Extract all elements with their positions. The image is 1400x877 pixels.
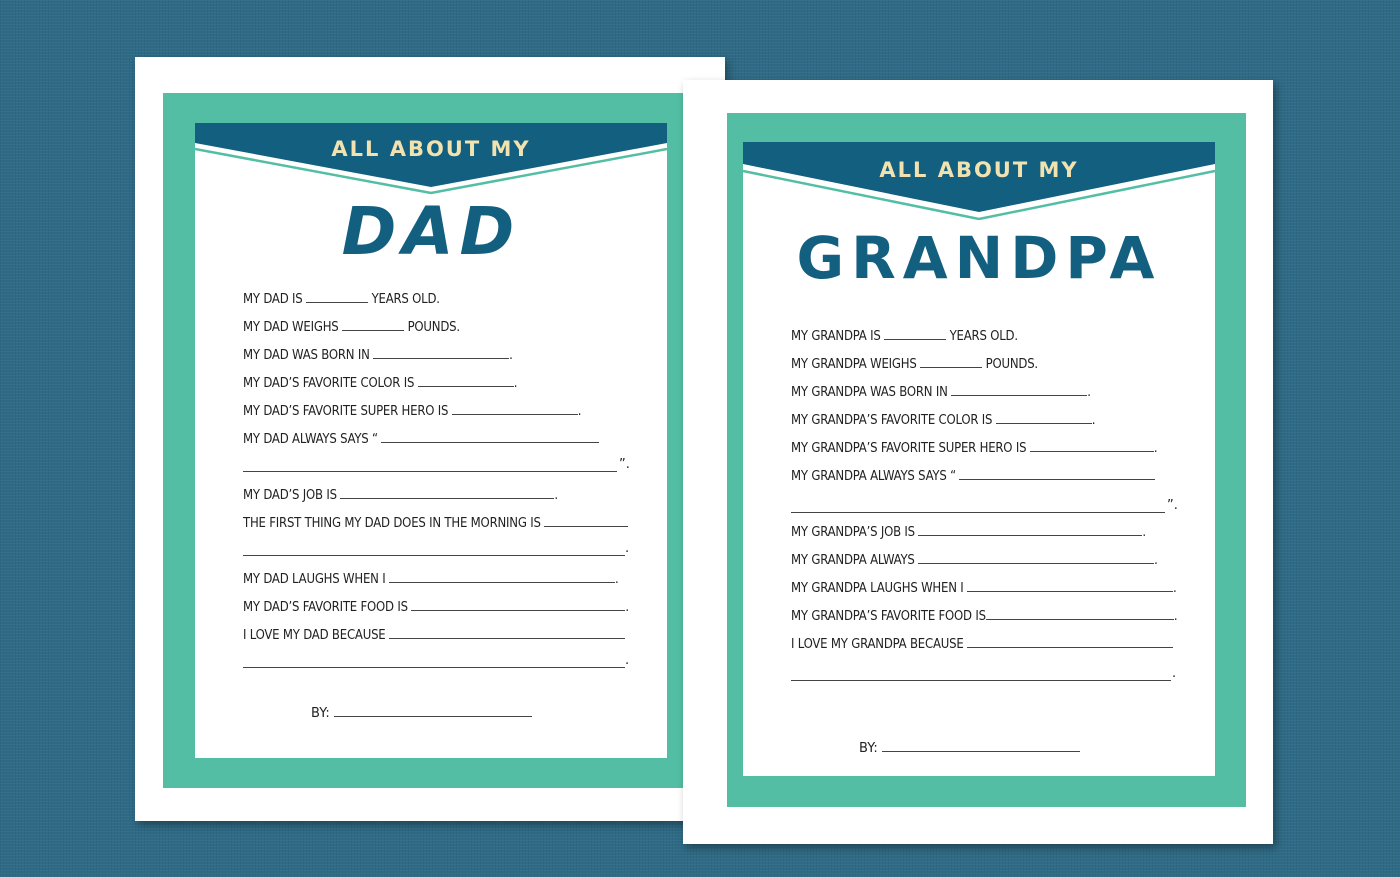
period: . <box>625 541 630 556</box>
grandpa-says-line <box>791 468 1155 484</box>
dad-by-blank[interactable] <box>334 705 532 717</box>
grandpa-love-label: I LOVE MY GRANDPA BECAUSE <box>791 637 964 652</box>
dad-food-label: MY DAD’S FAVORITE FOOD IS <box>243 600 408 615</box>
dad-weight-line <box>243 319 460 335</box>
dad-morning-blank-2[interactable] <box>243 554 625 556</box>
dad-age-line <box>243 291 440 307</box>
period: . <box>1173 581 1177 596</box>
dad-hero-blank[interactable] <box>452 403 578 415</box>
grandpa-hero-blank[interactable] <box>1030 440 1154 452</box>
grandpa-weight-suffix: POUNDS. <box>985 357 1038 372</box>
period: . <box>509 348 513 363</box>
dad-born-line <box>243 347 513 363</box>
grandpa-always-label: MY GRANDPA ALWAYS <box>791 553 915 568</box>
period: . <box>1142 525 1146 540</box>
dad-weight-blank[interactable] <box>342 319 404 331</box>
dad-by-row <box>311 705 532 721</box>
dad-by-label: BY: <box>311 706 330 721</box>
grandpa-hero-line <box>791 440 1157 456</box>
dad-food-line <box>243 599 629 615</box>
grandpa-age-label: MY GRANDPA IS <box>791 329 881 344</box>
period: . <box>1173 609 1178 624</box>
grandpa-says-blank-2[interactable] <box>791 511 1165 513</box>
grandpa-by-row <box>859 740 1080 756</box>
grandpa-color-label: MY GRANDPA’S FAVORITE COLOR IS <box>791 413 993 428</box>
grandpa-food-label: MY GRANDPA’S FAVORITE FOOD IS <box>791 609 986 624</box>
grandpa-always-line <box>791 552 1158 568</box>
grandpa-laughs-blank[interactable] <box>967 580 1173 592</box>
grandpa-love-blank[interactable] <box>967 636 1173 648</box>
dad-morning-line <box>243 515 628 531</box>
grandpa-love-line <box>791 636 1173 652</box>
grandpa-hero-label: MY GRANDPA’S FAVORITE SUPER HERO IS <box>791 441 1027 456</box>
dad-job-blank[interactable] <box>340 487 554 499</box>
dad-color-line <box>243 375 517 391</box>
dad-laughs-blank[interactable] <box>389 571 615 583</box>
grandpa-banner-text: ALL ABOUT MY <box>879 158 1079 182</box>
period: . <box>577 404 582 419</box>
close-quote: ”. <box>619 457 630 472</box>
grandpa-job-line <box>791 524 1146 540</box>
dad-color-blank[interactable] <box>418 375 514 387</box>
grandpa-job-label: MY GRANDPA’S JOB IS <box>791 525 915 540</box>
dad-love-line <box>243 627 625 643</box>
period: . <box>625 600 629 615</box>
grandpa-color-line <box>791 412 1095 428</box>
dad-food-blank[interactable] <box>411 599 625 611</box>
dad-laughs-label: MY DAD LAUGHS WHEN I <box>243 572 386 587</box>
dad-weight-label: MY DAD WEIGHS <box>243 320 339 335</box>
dad-says-label: MY DAD ALWAYS SAYS “ <box>243 432 378 447</box>
dad-weight-suffix: POUNDS. <box>407 320 460 335</box>
dad-morning-blank[interactable] <box>544 515 628 527</box>
dad-title: DAD <box>341 193 521 270</box>
period: . <box>1153 441 1158 456</box>
grandpa-by-blank[interactable] <box>882 740 1080 752</box>
dad-love-blank[interactable] <box>389 627 625 639</box>
period: . <box>1087 385 1091 400</box>
dad-banner-text: ALL ABOUT MY <box>331 137 531 161</box>
period: . <box>1091 413 1096 428</box>
grandpa-food-line <box>791 608 1177 624</box>
grandpa-born-label: MY GRANDPA WAS BORN IN <box>791 385 948 400</box>
grandpa-laughs-line <box>791 580 1177 596</box>
dad-love-label: I LOVE MY DAD BECAUSE <box>243 628 386 643</box>
grandpa-laughs-label: MY GRANDPA LAUGHS WHEN I <box>791 581 964 596</box>
grandpa-food-blank[interactable] <box>986 608 1174 620</box>
grandpa-says-label: MY GRANDPA ALWAYS SAYS “ <box>791 469 956 484</box>
dad-laughs-line <box>243 571 619 587</box>
dad-color-label: MY DAD’S FAVORITE COLOR IS <box>243 376 415 391</box>
grandpa-job-blank[interactable] <box>918 524 1142 536</box>
dad-says-line <box>243 431 599 447</box>
grandpa-born-line <box>791 384 1091 400</box>
dad-born-blank[interactable] <box>373 347 509 359</box>
grandpa-weight-blank[interactable] <box>920 356 982 368</box>
grandpa-color-blank[interactable] <box>996 412 1092 424</box>
grandpa-weight-label: MY GRANDPA WEIGHS <box>791 357 917 372</box>
dad-love-blank-2[interactable] <box>243 666 625 668</box>
grandpa-love-blank-2[interactable] <box>791 679 1171 681</box>
period: . <box>615 572 619 587</box>
grandpa-age-line <box>791 328 1018 344</box>
grandpa-by-label: BY: <box>859 741 878 756</box>
dad-says-blank[interactable] <box>381 431 599 443</box>
close-quote: ”. <box>1167 498 1178 513</box>
period: . <box>554 488 558 503</box>
dad-worksheet <box>135 57 725 821</box>
dad-panel <box>195 123 667 758</box>
dad-born-label: MY DAD WAS BORN IN <box>243 348 370 363</box>
period: . <box>513 376 518 391</box>
dad-age-suffix: YEARS OLD. <box>371 292 440 307</box>
grandpa-panel <box>743 142 1215 776</box>
grandpa-always-blank[interactable] <box>918 552 1154 564</box>
grandpa-worksheet <box>683 80 1273 844</box>
grandpa-born-blank[interactable] <box>951 384 1087 396</box>
dad-job-label: MY DAD’S JOB IS <box>243 488 337 503</box>
grandpa-weight-line <box>791 356 1038 372</box>
grandpa-says-blank[interactable] <box>959 468 1155 480</box>
grandpa-age-suffix: YEARS OLD. <box>949 329 1018 344</box>
grandpa-title: GRANDPA <box>796 224 1162 292</box>
grandpa-age-blank[interactable] <box>884 328 946 340</box>
period: . <box>1154 553 1158 568</box>
dad-hero-label: MY DAD’S FAVORITE SUPER HERO IS <box>243 404 449 419</box>
dad-says-blank-2[interactable] <box>243 470 617 472</box>
dad-morning-label: THE FIRST THING MY DAD DOES IN THE MORNING IS <box>243 516 541 531</box>
period: . <box>625 653 630 668</box>
dad-hero-line <box>243 403 581 419</box>
dad-job-line <box>243 487 558 503</box>
dad-age-label: MY DAD IS <box>243 292 303 307</box>
period: . <box>1172 666 1177 681</box>
dad-age-blank[interactable] <box>306 291 368 303</box>
